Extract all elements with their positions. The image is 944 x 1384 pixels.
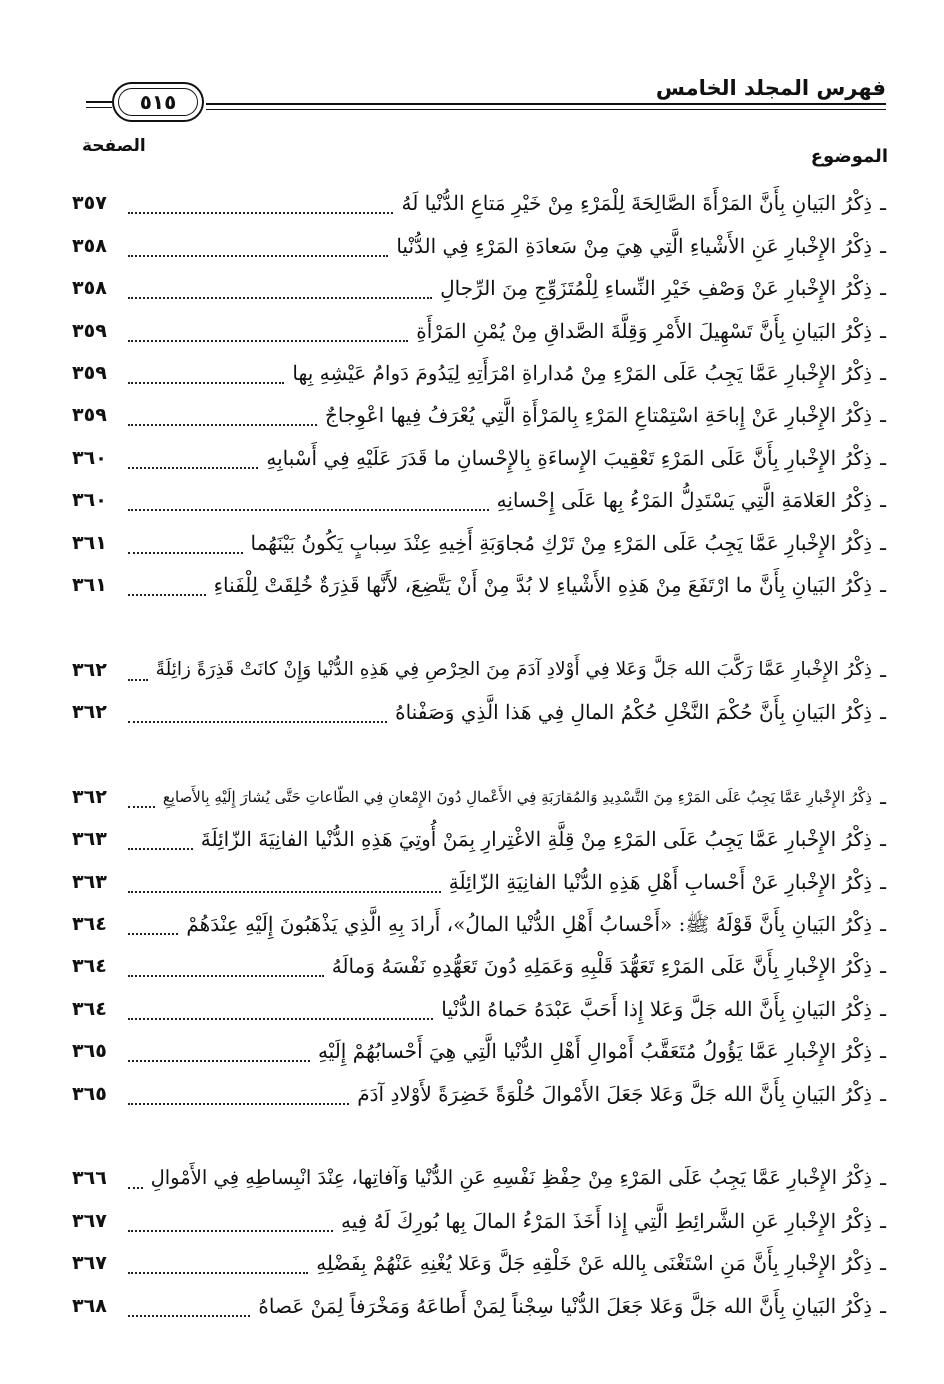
entry-bullet: ـ xyxy=(880,572,886,597)
entry-text: ذِكْرُ الإِخْبارِ عَنِ الشَّرائِطِ الَّتِي إِذا أَخَذَ المَرْءُ المالَ بِها بُورِكَ لَهُ فِيهِ xyxy=(341,1208,872,1233)
dot-leader xyxy=(128,212,393,214)
dot-leader xyxy=(128,424,317,426)
entry-page-number: ٣٦٤ xyxy=(72,913,107,936)
entry-bullet: ـ xyxy=(880,954,886,979)
dot-leader xyxy=(128,1018,433,1020)
header-rule-left xyxy=(86,101,112,103)
entry-text: ذِكْرُ الإِخْبارِ عَمَّا رَكَّبَ الله جَلَّ وَعَلا فِي أَوْلادِ آدَمَ مِنَ الحِرْصِ فِي هَذِهِ الدُّنْيا وَإِنْ كانَتْ قَذِرَةً زائِلَةً xyxy=(155,658,872,680)
dot-leader xyxy=(128,255,388,257)
index-entry xyxy=(72,864,894,906)
entry-text: ذِكْرُ الإِخْبارِ عَمَّا يَجِبُ عَلَى المَرْءِ مِنْ قِلَّةِ الاغْتِرارِ بِمَنْ أُوتِيَ هَذِهِ الدُّنْيا الفانِيَةَ الزّائِلَةَ xyxy=(200,827,872,852)
index-entry xyxy=(72,695,894,737)
entry-bullet: ـ xyxy=(880,827,886,852)
entry-page-number: ٣٦٠ xyxy=(72,489,107,512)
entry-text: ذِكْرُ الإِخْبارِ بِأَنَّ عَلَى المَرْءِ تَعَهُّدَ قَلْبِهِ وَعَمَلِهِ دُونَ تَعَهُّدِهِ نَفْسَهُ وَمالَهُ xyxy=(331,954,872,979)
dot-leader xyxy=(128,552,243,554)
entry-bullet: ـ xyxy=(880,869,886,894)
index-entry xyxy=(72,737,894,822)
entry-page-number: ٣٦١ xyxy=(72,531,107,554)
entry-bullet: ـ xyxy=(880,1208,886,1233)
dot-leader xyxy=(128,933,178,935)
header-rule-thin xyxy=(206,109,886,110)
index-entry xyxy=(72,483,894,525)
entry-text: ذِكْرُ الإِخْبارِ عَمَّا يَجِبُ عَلَى المَرْءِ مِنْ مُداراةِ امْرَأَتِهِ لِيَدُومَ دَوامُ عَيْشِهِ بِها xyxy=(292,360,872,385)
index-entry xyxy=(72,610,894,695)
entry-bullet: ـ xyxy=(880,233,886,258)
entry-bullet: ـ xyxy=(880,445,886,470)
header-rule xyxy=(206,103,886,105)
entry-bullet: ـ xyxy=(880,276,886,301)
dot-leader xyxy=(128,382,284,384)
entry-bullet: ـ xyxy=(880,530,886,555)
dot-leader xyxy=(128,1060,310,1062)
entry-text: ذِكْرُ الإِخْبارِ عَنِ الأَشْياءِ الَّتِي هِيَ مِنْ سَعادَةِ المَرْءِ فِي الدُّنْيا xyxy=(396,233,872,258)
entry-bullet: ـ xyxy=(880,1251,886,1276)
index-entries xyxy=(72,186,894,1331)
entry-bullet: ـ xyxy=(880,488,886,513)
index-entry xyxy=(72,313,894,355)
entry-text: ذِكْرُ البَيانِ بِأَنَّ الله جَلَّ وَعَلا جَعَلَ الدُّنْيا سِجْناً لِمَنْ أَطاعَهُ وَمَخْرَفاً لِمَنْ عَصاهُ xyxy=(258,1293,872,1318)
index-entry xyxy=(72,1076,894,1118)
dot-leader xyxy=(128,297,432,299)
entry-page-number: ٣٦٤ xyxy=(72,955,107,978)
entry-text: ذِكْرُ الإِخْبارِ عَمَّا يَجِبُ عَلَى المَرْءِ مِنْ حِفْظِ نَفْسِهِ عَنِ الدُّنْيا وَآفاتِها، عِنْدَ انْبِساطِهِ فِي الأَمْوالِ xyxy=(150,1166,872,1190)
dot-leader xyxy=(128,975,324,977)
entry-text: ذِكْرُ الإِخْبارِ بِأَنَّ عَلَى المَرْءِ تَعْقِيبَ الإِساءَةِ بِالإِحْسانِ ما قَدَرَ عَلَيْهِ فِي أَسْبابِهِ xyxy=(266,445,872,470)
entry-text: ذِكْرُ البَيانِ بِأَنَّ الله جَلَّ وَعَلا إِذا أَحَبَّ عَبْدَهُ حَماهُ الدُّنْيا xyxy=(441,996,872,1021)
entry-text: ذِكْرُ البَيانِ بِأَنَّ حُكْمَ النَّخْلِ حُكْمُ المالِ فِي هَذا الَّذِي وَصَفْناهُ xyxy=(395,700,872,725)
column-heading-page: الصفحة xyxy=(82,136,146,156)
dot-leader xyxy=(128,806,155,808)
entry-bullet: ـ xyxy=(880,360,886,385)
entry-text: ذِكْرُ الإِخْبارِ عَنْ إِباحَةِ اسْتِمْتاعِ المَرْءِ بِالمَرْأَةِ الَّتِي يُعْرَفُ فِيها اعْوِجاجٌ xyxy=(324,403,872,428)
dot-leader xyxy=(128,594,206,596)
entry-bullet: ـ xyxy=(880,1039,886,1064)
index-entry xyxy=(72,1288,894,1330)
entry-page-number: ٣٦٨ xyxy=(72,1294,107,1317)
index-entry xyxy=(72,271,894,313)
entry-page-number: ٣٦٧ xyxy=(72,1209,107,1232)
dot-leader xyxy=(128,679,148,681)
index-entry xyxy=(72,186,894,228)
entry-text: ذِكْرُ البَيانِ بِأَنَّ ما ارْتَفَعَ مِنْ هَذِهِ الأَشْياءِ لا بُدَّ مِنْ أَنْ يَتَّضِعَ، لأَنَّها قَذِرَةٌ خُلِقَتْ لِلْفَناءِ xyxy=(213,572,872,597)
entry-bullet: ـ xyxy=(880,403,886,428)
dot-leader xyxy=(128,721,387,723)
entry-bullet: ـ xyxy=(880,1166,886,1191)
index-entry xyxy=(72,1203,894,1245)
entry-bullet: ـ xyxy=(880,996,886,1021)
entry-page-number: ٣٥٨ xyxy=(72,277,107,300)
dot-leader xyxy=(128,1187,143,1189)
index-entry xyxy=(72,907,894,949)
index-entry xyxy=(72,440,894,482)
entry-text: ذِكْرُ الإِخْبارِ عَنْ أَحْسابِ أَهْلِ هَذِهِ الدُّنْيا الفانِيَةِ الزّائِلَةِ xyxy=(448,869,872,894)
index-entry xyxy=(72,525,894,567)
entry-bullet: ـ xyxy=(880,784,886,809)
dot-leader xyxy=(128,467,258,469)
entry-page-number: ٣٦٣ xyxy=(72,870,107,893)
entry-bullet: ـ xyxy=(880,700,886,725)
entry-page-number: ٣٦٠ xyxy=(72,446,107,469)
entry-page-number: ٣٦٢ xyxy=(72,785,107,808)
entry-text: ذِكْرُ الإِخْبارِ عَنْ وَصْفِ خَيْرِ النِّساءِ لِلْمُتَزَوِّجِ مِنَ الرِّجالِ xyxy=(440,276,872,301)
entry-bullet: ـ xyxy=(880,1081,886,1106)
entry-page-number: ٣٥٩ xyxy=(72,319,107,342)
entry-page-number: ٣٥٩ xyxy=(72,361,107,384)
entry-bullet: ـ xyxy=(880,191,886,216)
entry-text: ذِكْرُ البَيانِ بِأَنَّ الله جَلَّ وَعَلا جَعَلَ الأَمْوالَ حُلْوَةً خَضِرَةً لأَوْلادِ آدَمَ xyxy=(357,1081,872,1106)
entry-page-number: ٣٦٤ xyxy=(72,997,107,1020)
entry-bullet: ـ xyxy=(880,1293,886,1318)
index-entry xyxy=(72,822,894,864)
dot-leader xyxy=(128,1103,349,1105)
entry-text: ذِكْرُ الإِخْبارِ بِأَنَّ مَنِ اسْتَغْنَى بِالله عَنْ خَلْقِهِ جَلَّ وَعَلا يُغْنِهِ عَنْهُمْ بِفَضْلِهِ xyxy=(316,1251,872,1276)
entry-page-number: ٣٦٣ xyxy=(72,828,107,851)
entry-page-number: ٣٦٢ xyxy=(72,658,107,681)
entry-page-number: ٣٦٢ xyxy=(72,701,107,724)
entry-bullet: ـ xyxy=(880,912,886,937)
entry-text: ذِكْرُ الإِخْبارِ عَمَّا يَؤُولُ مُتَعَقَّبُ أَمْوالِ أَهْلِ الدُّنْيا الَّتِي هِيَ أَحْسابُهُمْ إِلَيْهِ xyxy=(317,1039,872,1064)
entry-bullet: ـ xyxy=(880,318,886,343)
dot-leader xyxy=(128,340,408,342)
running-header-title: فهرس المجلد الخامس xyxy=(655,76,886,100)
index-entry xyxy=(72,1119,894,1204)
entry-bullet: ـ xyxy=(880,657,886,682)
entry-page-number: ٣٦١ xyxy=(72,573,107,596)
entry-page-number: ٣٦٧ xyxy=(72,1252,107,1275)
page-number-frame xyxy=(112,82,204,122)
entry-page-number: ٣٥٨ xyxy=(72,234,107,257)
page-number: ٥١٥ xyxy=(118,88,198,116)
index-entry xyxy=(72,398,894,440)
index-entry xyxy=(72,1246,894,1288)
entry-page-number: ٣٦٥ xyxy=(72,1082,107,1105)
entry-text: ذِكْرُ الإِخْبارِ عَمَّا يَجِبُ عَلَى المَرْءِ مِنَ التَّسْدِيدِ وَالمُقارَبَةِ فِي الأَعْمالِ دُونَ الإِمْعانِ فِي الطّاعاتِ حَتَّى يُشارَ إِلَيْهِ بِالأَصابِعِ xyxy=(162,787,872,806)
entry-text: ذِكْرُ العَلامَةِ الَّتِي يَسْتَدِلُّ المَرْءُ بِها عَلَى إِحْسانِهِ xyxy=(496,488,872,513)
index-entry xyxy=(72,568,894,610)
entry-page-number: ٣٥٩ xyxy=(72,404,107,427)
dot-leader xyxy=(128,1230,333,1232)
dot-leader xyxy=(128,1272,308,1274)
dot-leader xyxy=(128,848,193,850)
entry-text: ذِكْرُ البَيانِ بِأَنَّ المَرْأَةَ الصَّالِحَةَ لِلْمَرْءِ مِنْ خَيْرِ مَتاعِ الدُّنْيا لَهُ xyxy=(401,191,872,216)
dot-leader xyxy=(128,509,489,511)
index-entry xyxy=(72,1034,894,1076)
entry-page-number: ٣٦٥ xyxy=(72,1040,107,1063)
index-entry xyxy=(72,949,894,991)
index-entry xyxy=(72,228,894,270)
dot-leader xyxy=(128,891,441,893)
index-entry xyxy=(72,356,894,398)
index-entry xyxy=(72,991,894,1033)
header-rule-left-thin xyxy=(86,107,112,108)
dot-leader xyxy=(128,1315,250,1317)
entry-text: ذِكْرُ البَيانِ بِأَنَّ قَوْلَهُ ﷺ: «أَحْسابُ أَهْلِ الدُّنْيا المالُ»، أَرادَ بِهِ الَّذِي يَذْهَبُونَ إِلَيْهِ عِنْدَهُمْ xyxy=(186,912,872,937)
entry-text: ذِكْرُ البَيانِ بِأَنَّ تَسْهِيلَ الأَمْرِ وَقِلَّةَ الصَّداقِ مِنْ يُمْنِ المَرْأَةِ xyxy=(416,318,872,343)
entry-text: ذِكْرُ الإِخْبارِ عَمَّا يَجِبُ عَلَى المَرْءِ مِنْ تَرْكِ مُجاوَبَةِ أَخِيهِ عِنْدَ سِبابٍ يَكُونُ بَيْنَهُما xyxy=(250,530,872,555)
column-heading-subject: الموضوع xyxy=(810,146,888,167)
entry-page-number: ٣٦٦ xyxy=(72,1167,107,1190)
entry-page-number: ٣٥٧ xyxy=(72,192,107,215)
